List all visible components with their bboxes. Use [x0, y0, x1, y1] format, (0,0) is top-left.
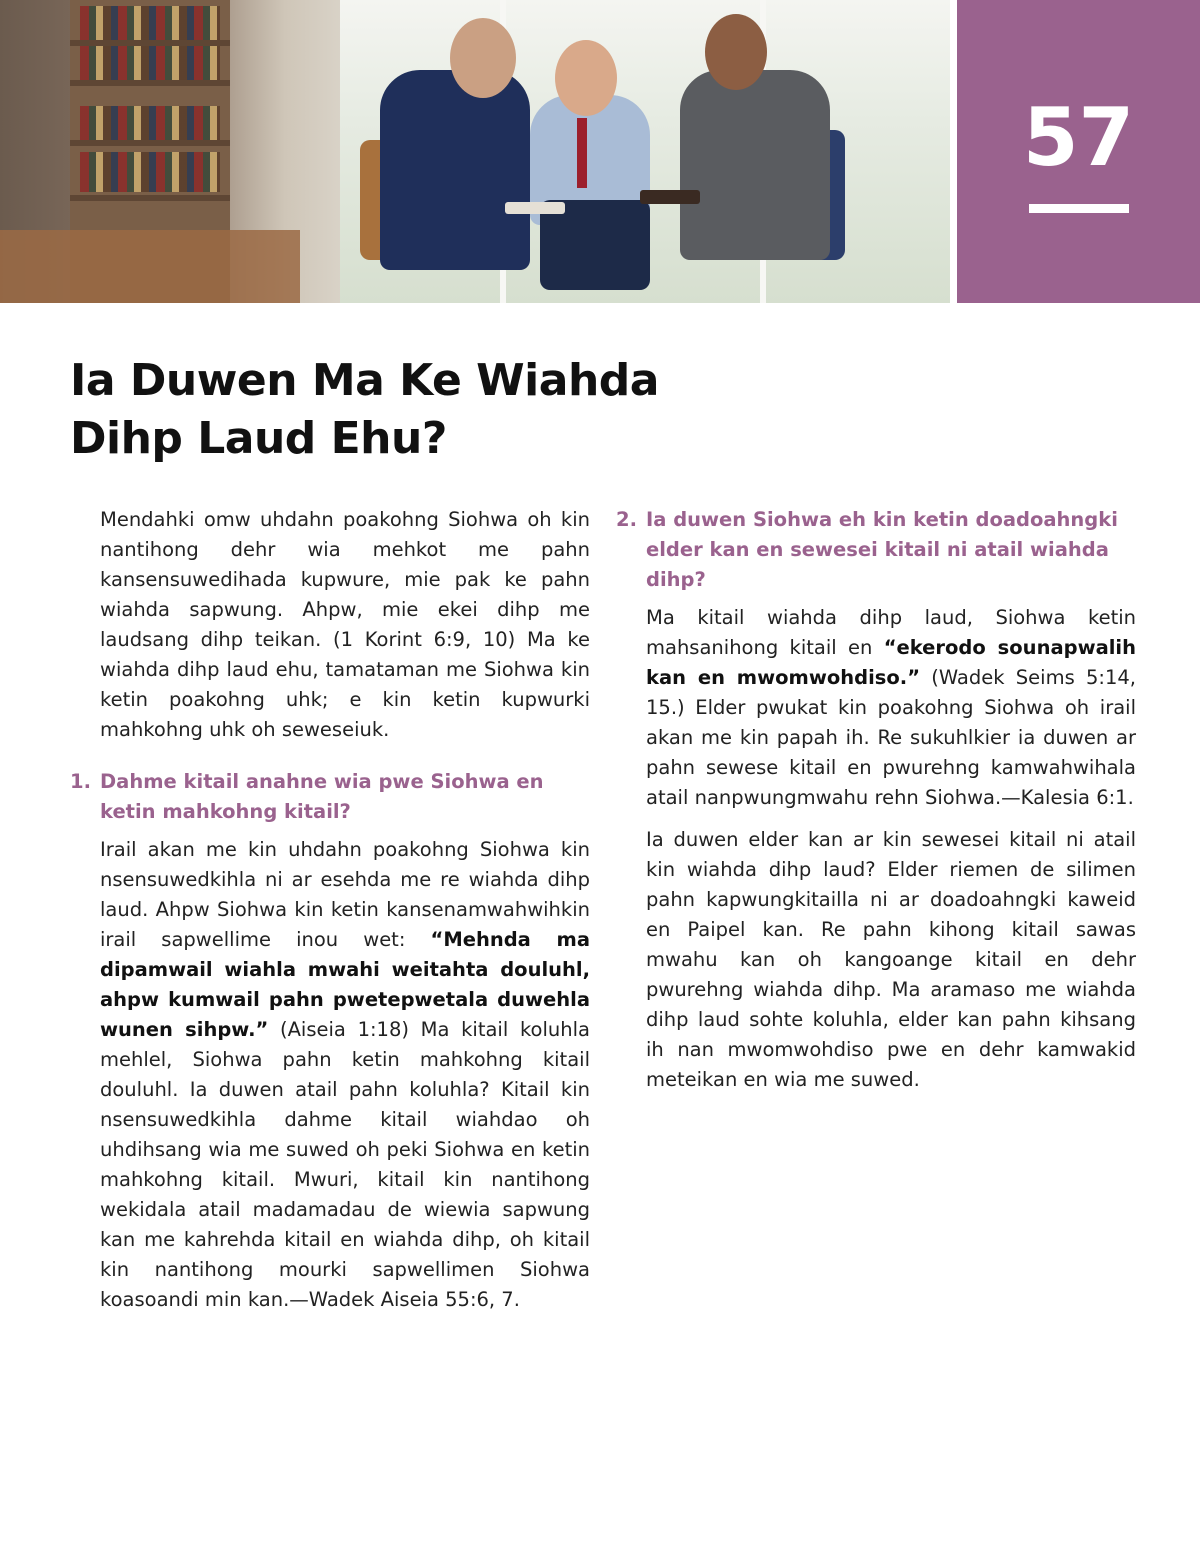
section-2-paragraph-1 [646, 603, 1136, 813]
question-1 [70, 767, 590, 827]
person-center-head [555, 40, 617, 116]
section-1-text-b: (Aiseia 1:18) Ma kitail koluhla mehlel, Siohwa pahn ketin mahkohng kitail douluhl. Ia duwen atail pahn koluhla? Kitail kin nsensuwedkihla dahme kitail wiahdao oh uhdihsang wia me suwed oh peki Siohwa en ketin mahkohng kitail. Mwuri, kitail kin nantihong wekidala atail madamadau de wiewia sapwung kan me kahrehda kitail en wiahda dihp, oh kitail kin nantihong mourki sapwellimen Siohwa koasoandi min kan.—Wadek Aiseia 55:6, 7. [100, 1018, 590, 1311]
section-1-text-a: Irail akan me kin uhdahn poakohng Siohwa kin nsensuwedkihla ni ar esehda me re wiahda dihp laud. Ahpw Siohwa kin ketin kansenamwahwihkin irail sapwellime inou wet: [100, 838, 590, 951]
intro-paragraph: Mendahki omw uhdahn poakohng Siohwa oh kin nantihong dehr wia mehkot me pahn kansensuwedihada kupwure, mie pak ke pahn wiahda sapwung. Ahpw, mie ekei dihp me laudsang dihp teikan. (1 Korint 6:9, 10) Ma ke wiahda dihp laud ehu, tamataman me Siohwa kin ketin poakohng uhk; e kin ketin kupwurki mahkohng uhk oh seweseiuk. [100, 508, 590, 741]
shelf-board [70, 140, 230, 146]
open-bible [640, 190, 700, 204]
lesson-number: 57 [1022, 91, 1135, 184]
page-title-line1: Ia Duwen Ma Ke Wiahda [70, 355, 659, 406]
right-column [616, 505, 1136, 1107]
left-column [70, 505, 590, 1327]
open-bible [505, 202, 565, 214]
page-title [70, 352, 770, 468]
question-1-number: 1. [70, 770, 91, 793]
books-row [80, 106, 220, 140]
person-right-head [705, 14, 767, 90]
shelf-board [70, 80, 230, 86]
question-2 [616, 505, 1136, 595]
books-row [80, 6, 220, 40]
shelf-board [70, 195, 230, 201]
scripture-quote-aiseia: “Mehnda ma dipamwail wiahla mwahi weitahta douluhl, ahpw kumwail pahn pwetepwetala duwehla wunen sihpw.” [100, 928, 590, 1041]
wooden-chair-foreground [0, 230, 300, 303]
question-2-text: Ia duwen Siohwa eh kin ketin doadoahngki elder kan en sewesei kitail ni atail wiahda dihp? [646, 508, 1118, 591]
books-row [80, 46, 220, 80]
person-left [380, 70, 530, 270]
section-1-paragraph [100, 835, 590, 1315]
red-tie [577, 118, 587, 188]
books-row [80, 152, 220, 192]
section-2-paragraph-2: Ia duwen elder kan ar kin sewesei kitail ni atail kin wiahda dihp laud? Elder riemen de silimen pahn kapwungkitailla ni ar doadoahngki kaweid en Paipel kan. Re pahn kihong kitail sawas mwahu kan oh kangoange kitail en dehr pwurehng wiahda dihp. Ma aramaso me wiahda dihp laud sohte koluhla, elder kan pahn kihsang ih nan mwomwohdiso pwe en dehr kamwakid meteikan en wia me suwed. [646, 828, 1136, 1091]
person-left-head [450, 18, 516, 98]
lesson-number-underline [1029, 204, 1129, 213]
section-2-text-b: (Wadek Seims 5:14, 15.) Elder pwukat kin poakohng Siohwa oh irail akan me kin papah ih. Re sukuhlkier ia duwen ar pahn sewese kitail en pwurehng kamwahwihala atail nanpwungmwahu rehn Siohwa.—Kalesia 6:1. [646, 666, 1136, 809]
person-right [680, 70, 830, 260]
question-1-text: Dahme kitail anahne wia pwe Siohwa en ketin mahkohng kitail? [100, 770, 544, 823]
header-photo [0, 0, 950, 303]
question-2-number: 2. [616, 508, 637, 531]
page-title-line2: Dihp Laud Ehu? [70, 413, 447, 464]
scripture-quote-seims: “ekerodo sounapwalih kan en mwomwohdiso.” [646, 636, 1136, 689]
section-2-text-a: Ma kitail wiahda dihp laud, Siohwa ketin mahsanihong kitail en [646, 606, 1136, 659]
lesson-number-box [957, 0, 1200, 303]
